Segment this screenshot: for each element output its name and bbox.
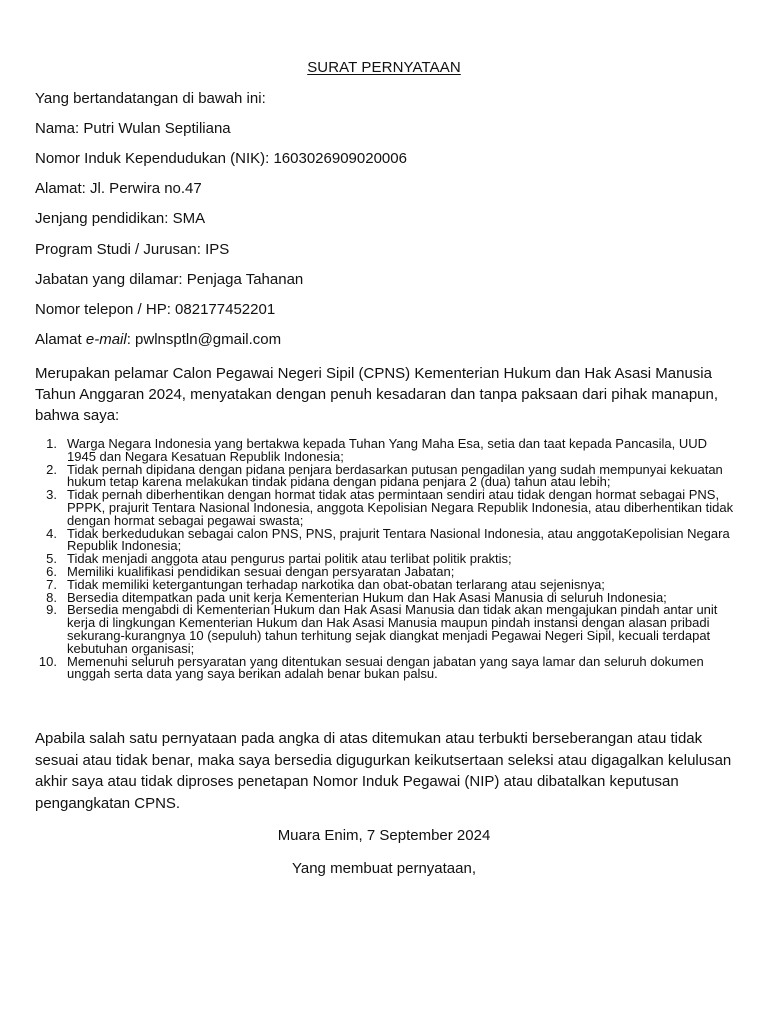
list-item-text: Memiliki kualifikasi pendidikan sesuai dengan persyaratan Jabatan; — [67, 563, 455, 579]
field-nama: Nama: Putri Wulan Septiliana — [35, 120, 231, 137]
list-item-text: Tidak menjadi anggota atau pengurus partai politik atau terlibat politik praktis; — [67, 551, 512, 567]
list-item-number: 2. — [46, 461, 57, 477]
list-item-number: 5. — [46, 551, 57, 567]
list-item-number: 9. — [46, 602, 57, 618]
email-label-prefix: Alamat — [35, 331, 86, 348]
email-label-italic: e-mail — [85, 331, 127, 348]
list-item-text: Bersedia mengabdi di Kementerian Hukum dan Hak Asasi Manusia dan tidak akan mengajukan pindah antar unit kerja di lingkungan Kementerian Hukum dan Hak Asasi Manusia maupun pindah instansi dengan alasan pribadi sekurang-kurangnya 10 (sepuluh) tahun terhitung sejak diangkat menjadi Pegawai Negeri Sipil, kecuali terdapat kebutuhan organisasi; — [67, 602, 718, 656]
document-title: SURAT PERNYATAAN — [307, 59, 461, 76]
email-value: : pwlnsptln@gmail.com — [126, 331, 282, 348]
list-item-text: Tidak pernah dipidana dengan pidana penjara berdasarkan putusan pengadilan yang sudah mempunyai kekuatan hukum tetap karena melakukan tindak pidana dengan pidana penjara 2 (dua) tahun atau lebih; — [67, 461, 723, 490]
list-item-number: 3. — [46, 487, 57, 503]
list-item — [35, 604, 735, 655]
list-item-text: Tidak memiliki ketergantungan terhadap narkotika dan obat-obatan terlarang atau sejenisnya; — [67, 576, 605, 592]
intro-text: Yang bertandatangan di bawah ini: — [35, 90, 266, 107]
list-item-number: 8. — [46, 589, 57, 605]
list-item — [35, 461, 735, 490]
list-item-text: Tidak berkedudukan sebagai calon PNS, PNS, prajurit Tentara Nasional Indonesia, atau anggotaKepolisian Negara Republik Indonesia; — [67, 525, 730, 554]
place-date: Muara Enim, 7 September 2024 — [277, 827, 491, 844]
list-item-number: 10. — [38, 653, 57, 669]
list-item-number: 1. — [46, 436, 57, 451]
statement-paragraph: Merupakan pelamar Calon Pegawai Negeri Sipil (CPNS) Kementerian Hukum dan Hak Asasi Manusia Tahun Anggaran 2024, menyatakan dengan penuh kesadaran dan tanpa paksaan dari pihak manapun, bahwa saya: — [35, 365, 719, 424]
list-item-number: 4. — [46, 525, 57, 541]
list-item-text: Warga Negara Indonesia yang bertakwa kepada Tuhan Yang Maha Esa, setia dan taat kepada Pancasila, UUD 1945 dan Negara Kesatuan Republik Indonesia; — [67, 436, 708, 464]
list-item-text: Tidak pernah diberhentikan dengan hormat tidak atas permintaan sendiri atau tidak dengan hormat sebagai PNS, PPPK, prajurit Tentara Nasional Indonesia, anggota Kepolisian Negara Republik Indonesia, atau diberhentikan tidak dengan hormat sebagai pegawai swasta; — [67, 487, 734, 528]
field-jabatan: Jabatan yang dilamar: Penjaga Tahanan — [35, 271, 304, 288]
list-item — [35, 653, 735, 682]
signoff-text: Yang membuat pernyataan, — [291, 860, 476, 877]
field-program-studi: Program Studi / Jurusan: IPS — [35, 241, 230, 258]
list-item — [35, 489, 735, 527]
list-item — [35, 525, 735, 554]
list-item-text: Memenuhi seluruh persyaratan yang ditentukan sesuai dengan jabatan yang saya lamar dan seluruh dokumen unggah serta data yang saya berikan adalah benar bukan palsu. — [67, 653, 704, 682]
field-nik: Nomor Induk Kependudukan (NIK): 1603026909020006 — [35, 150, 407, 167]
list-item-text: Bersedia ditempatkan pada unit kerja Kementerian Hukum dan Hak Asasi Manusia di seluruh Indonesia; — [67, 589, 667, 605]
field-jenjang-pendidikan: Jenjang pendidikan: SMA — [35, 210, 206, 227]
field-alamat: Alamat: Jl. Perwira no.47 — [35, 180, 202, 197]
field-email — [35, 331, 281, 348]
list-item-number: 6. — [46, 563, 57, 579]
requirements-list — [35, 438, 735, 681]
list-item — [35, 438, 735, 464]
field-telepon: Nomor telepon / HP: 082177452201 — [35, 301, 276, 318]
list-item-number: 7. — [46, 576, 57, 592]
closing-paragraph: Apabila salah satu pernyataan pada angka di atas ditemukan atau terbukti berseberangan atau tidak sesuai atau tidak benar, maka saya bersedia digugurkan keikutsertaan seleksi atau digagalkan kelulusan akhir saya atau tidak diproses penetapan Nomor Induk Pegawai (NIP) atau dibatalkan keputusan pengangkatan CPNS. — [35, 730, 732, 812]
